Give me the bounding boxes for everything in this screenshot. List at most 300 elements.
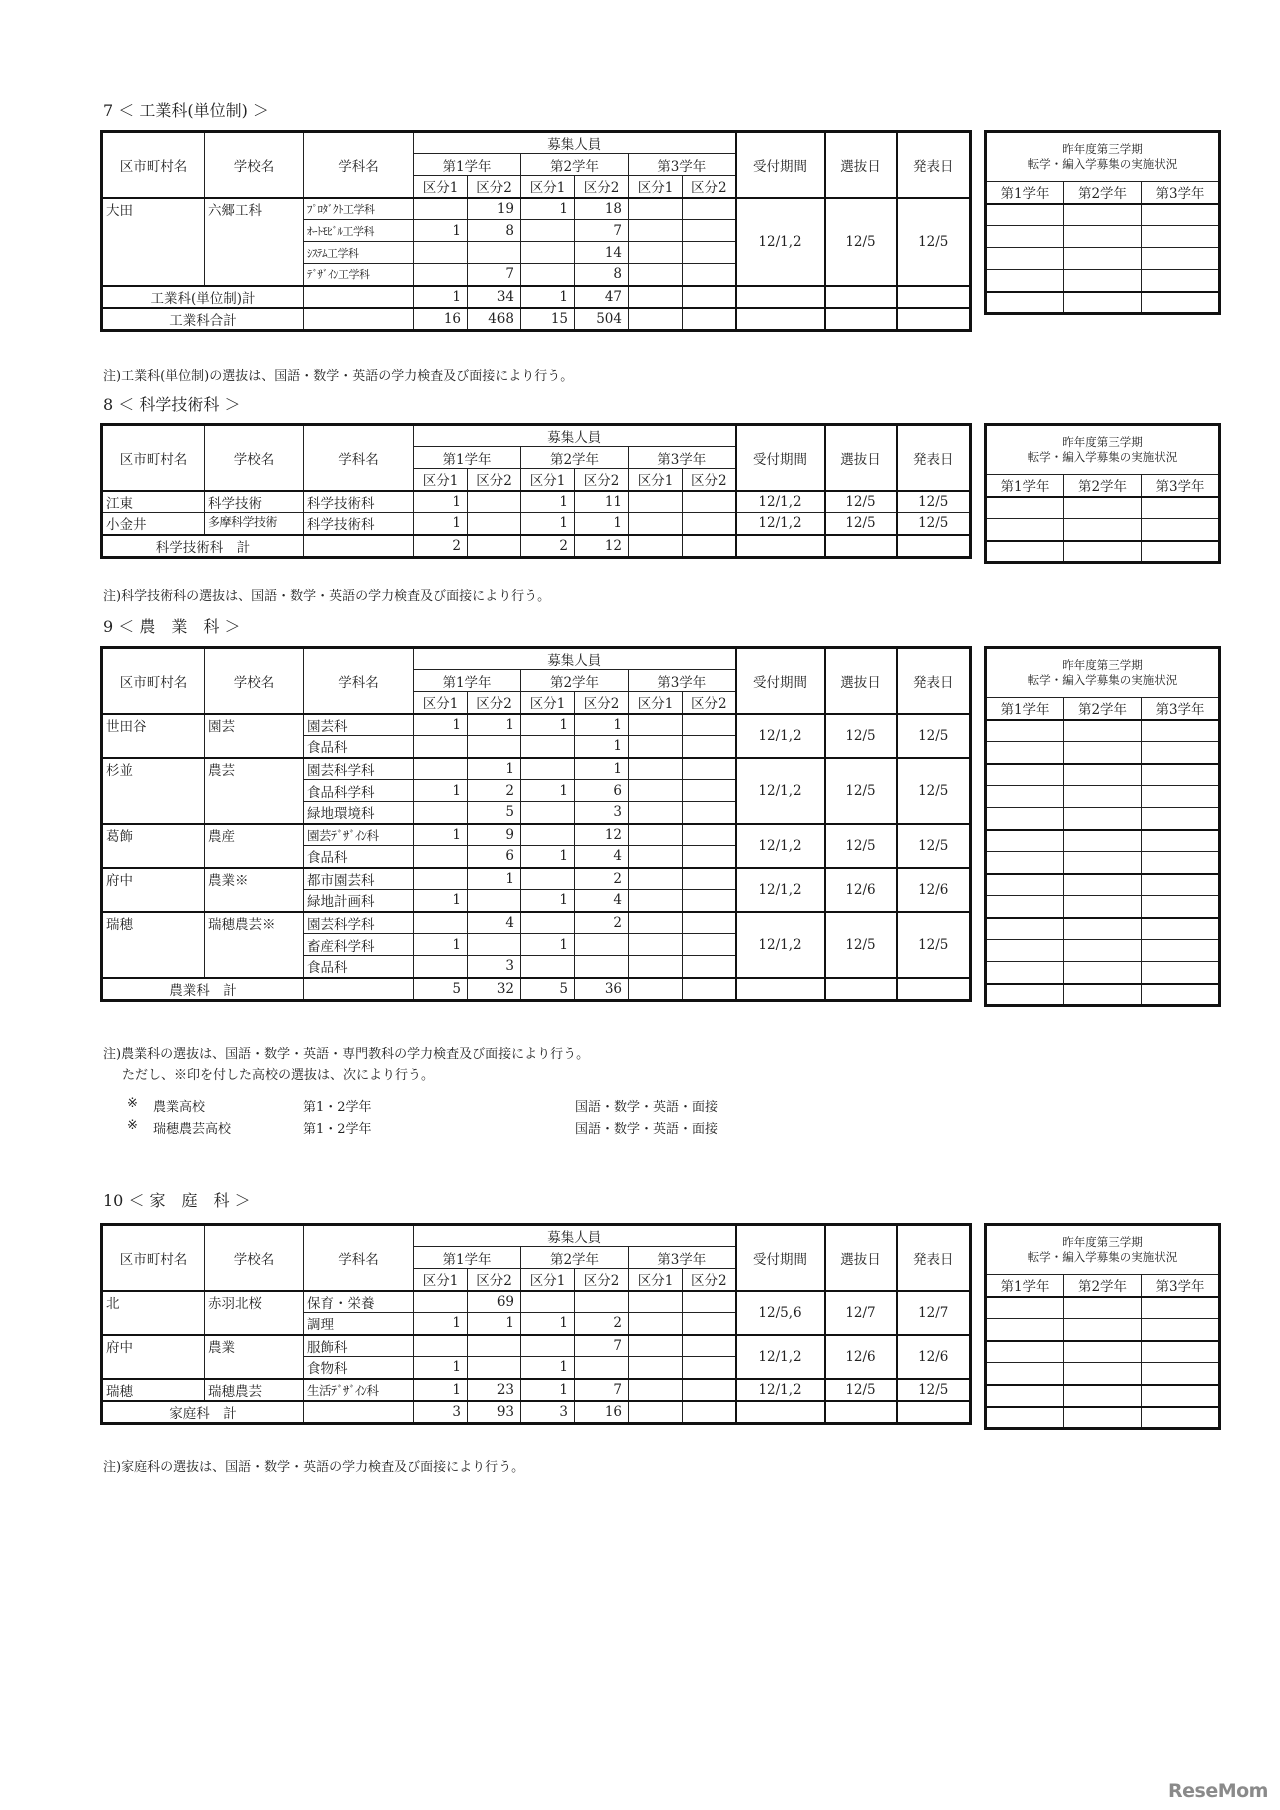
reception-cell: 12/1,2 <box>736 912 825 978</box>
school-cell: 農業※ <box>205 868 304 912</box>
side-cell <box>1064 292 1142 314</box>
side-header-grade2: 第2学年 <box>1064 475 1142 497</box>
header-reception: 受付期間 <box>736 132 825 198</box>
special-grades: 第1・2学年 <box>303 1100 372 1115</box>
reception-cell: 12/1,2 <box>736 758 825 824</box>
side-cell <box>1064 786 1142 808</box>
side-cell <box>1064 720 1142 742</box>
school-cell: 瑞穂農芸※ <box>205 912 304 978</box>
header-grade3: 第3学年 <box>629 447 736 469</box>
g2c2-cell <box>575 956 629 978</box>
g1c1-cell: 1 <box>414 220 468 242</box>
header-reception: 受付期間 <box>736 648 825 714</box>
total-g3c2 <box>683 978 736 1001</box>
selection-cell: 12/6 <box>825 868 897 912</box>
header-cat1: 区分1 <box>414 469 468 491</box>
dept-cell: 園芸ﾃﾞｻﾞｲﾝ科 <box>304 824 414 846</box>
g3c1-cell <box>629 220 683 242</box>
header-dept: 学科名 <box>304 648 414 714</box>
g3c2-cell <box>683 220 736 242</box>
header-school: 学校名 <box>205 1225 304 1291</box>
g1c2-cell: 4 <box>468 912 521 934</box>
total-empty <box>736 978 825 1001</box>
dept-cell: 食品科 <box>304 736 414 758</box>
header-cat2: 区分2 <box>575 692 629 714</box>
side-cell <box>1064 852 1142 874</box>
announce-cell: 12/7 <box>897 1291 971 1335</box>
g2c1-cell: 1 <box>521 714 575 736</box>
side-cell <box>986 541 1064 563</box>
g3c1-cell <box>629 824 683 846</box>
reception-cell: 12/1,2 <box>736 1335 825 1379</box>
g3c1-cell <box>629 513 683 535</box>
total-empty <box>304 978 414 1001</box>
header-cat1: 区分1 <box>521 469 575 491</box>
selection-cell: 12/5 <box>825 491 897 513</box>
header-school: 学校名 <box>205 132 304 198</box>
total-empty <box>897 308 971 331</box>
header-cat1: 区分1 <box>629 692 683 714</box>
side-cell <box>1142 1341 1220 1363</box>
header-cat2: 区分2 <box>683 176 736 198</box>
total-g1c2: 34 <box>468 286 521 308</box>
g2c2-cell: 7 <box>575 1379 629 1401</box>
announce-cell: 12/5 <box>897 758 971 824</box>
g1c2-cell: 19 <box>468 198 521 220</box>
header-ward: 区市町村名 <box>102 1225 205 1291</box>
header-grade3: 第3学年 <box>629 670 736 692</box>
dept-cell: 食物科 <box>304 1357 414 1379</box>
g2c2-cell: 1 <box>575 736 629 758</box>
selection-cell: 12/6 <box>825 1335 897 1379</box>
side-cell <box>986 248 1064 270</box>
g2c1-cell <box>521 868 575 890</box>
g3c2-cell <box>683 1335 736 1357</box>
side-cell <box>1142 1407 1220 1429</box>
last-year-status-table <box>984 423 1221 564</box>
side-cell <box>1142 519 1220 541</box>
g3c1-cell <box>629 890 683 912</box>
header-cat1: 区分1 <box>629 1269 683 1291</box>
side-title-line1: 昨年度第三学期 <box>1062 142 1143 156</box>
g2c1-cell <box>521 264 575 286</box>
g2c2-cell <box>575 934 629 956</box>
reception-cell: 12/5,6 <box>736 1291 825 1335</box>
header-grade2: 第2学年 <box>521 1247 629 1269</box>
side-cell <box>1142 742 1220 764</box>
total-g1c1: 16 <box>414 308 468 331</box>
g2c2-cell <box>575 1357 629 1379</box>
side-header-grade2: 第2学年 <box>1064 182 1142 204</box>
header-selection: 選抜日 <box>825 425 897 491</box>
g1c2-cell <box>468 1335 521 1357</box>
g1c1-cell <box>414 868 468 890</box>
side-cell <box>1142 984 1220 1006</box>
side-title-line2: 転学・編入学募集の実施状況 <box>1027 673 1178 687</box>
header-cat2: 区分2 <box>468 1269 521 1291</box>
side-cell <box>986 1407 1064 1429</box>
side-cell <box>1064 984 1142 1006</box>
g1c1-cell <box>414 802 468 824</box>
header-grade2: 第2学年 <box>521 154 629 176</box>
total-empty <box>736 535 825 558</box>
header-grade3: 第3学年 <box>629 1247 736 1269</box>
ward-cell: 江東 <box>102 491 205 513</box>
side-header-grade2: 第2学年 <box>1064 698 1142 720</box>
g2c2-cell: 7 <box>575 220 629 242</box>
g1c2-cell: 3 <box>468 956 521 978</box>
dept-cell: ｵｰﾄﾓﾋﾞﾙ工学科 <box>304 220 414 242</box>
reception-cell: 12/1,2 <box>736 824 825 868</box>
g3c2-cell <box>683 934 736 956</box>
total-g1c1: 1 <box>414 286 468 308</box>
header-grade1: 第1学年 <box>414 1247 521 1269</box>
total-empty <box>897 978 971 1001</box>
header-cat2: 区分2 <box>575 469 629 491</box>
special-grades: 第1・2学年 <box>303 1122 372 1137</box>
g3c1-cell <box>629 736 683 758</box>
section-title: 9 ＜ 農 業 科 ＞ <box>103 617 241 636</box>
dept-cell: 食品科学科 <box>304 780 414 802</box>
special-subjects: 国語・数学・英語・面接 <box>575 1122 719 1137</box>
header-cat2: 区分2 <box>683 469 736 491</box>
header-cat2: 区分2 <box>575 1269 629 1291</box>
g1c1-cell <box>414 846 468 868</box>
g1c1-cell: 1 <box>414 513 468 535</box>
g2c1-cell: 1 <box>521 1357 575 1379</box>
g1c1-cell: 1 <box>414 780 468 802</box>
dept-cell: 生活ﾃﾞｻﾞｲﾝ科 <box>304 1379 414 1401</box>
side-cell <box>1142 874 1220 896</box>
header-announce: 発表日 <box>897 1225 971 1291</box>
total-g3c2 <box>683 308 736 331</box>
total-empty <box>825 1401 897 1424</box>
header-dept: 学科名 <box>304 425 414 491</box>
g1c2-cell: 6 <box>468 846 521 868</box>
header-announce: 発表日 <box>897 648 971 714</box>
special-mark: ※ <box>127 1096 138 1111</box>
g2c1-cell <box>521 956 575 978</box>
school-cell: 園芸 <box>205 714 304 758</box>
total-empty <box>825 286 897 308</box>
special-school: 農業高校 <box>153 1100 206 1115</box>
g1c2-cell <box>468 491 521 513</box>
side-cell <box>1064 1319 1142 1341</box>
side-title-line1: 昨年度第三学期 <box>1062 658 1143 672</box>
section-note: 注)科学技術科の選抜は、国語・数学・英語の学力検査及び面接により行う。 <box>103 589 551 604</box>
g3c1-cell <box>629 1357 683 1379</box>
header-grade2: 第2学年 <box>521 447 629 469</box>
g3c1-cell <box>629 714 683 736</box>
total-empty <box>736 308 825 331</box>
school-cell: 瑞穂農芸 <box>205 1379 304 1401</box>
school-cell: 六郷工科 <box>205 198 304 286</box>
side-cell <box>1064 248 1142 270</box>
reception-cell: 12/1,2 <box>736 198 825 286</box>
side-cell <box>1142 1363 1220 1385</box>
announce-cell: 12/5 <box>897 912 971 978</box>
announce-cell: 12/6 <box>897 1335 971 1379</box>
total-empty <box>825 535 897 558</box>
header-announce: 発表日 <box>897 425 971 491</box>
total-empty <box>304 535 414 558</box>
school-cell: 赤羽北桜 <box>205 1291 304 1335</box>
side-cell <box>1142 541 1220 563</box>
g1c2-cell <box>468 242 521 264</box>
g3c2-cell <box>683 198 736 220</box>
side-cell <box>1142 808 1220 830</box>
g1c1-cell: 1 <box>414 714 468 736</box>
header-ward: 区市町村名 <box>102 648 205 714</box>
header-recruit: 募集人員 <box>414 648 736 670</box>
total-g2c2: 36 <box>575 978 629 1001</box>
side-title <box>986 1225 1220 1275</box>
section-note: 注)農業科の選抜は、国語・数学・英語・専門教科の学力検査及び面接により行う。 <box>103 1047 590 1062</box>
g1c2-cell: 69 <box>468 1291 521 1313</box>
side-title-line2: 転学・編入学募集の実施状況 <box>1027 157 1178 171</box>
g1c2-cell: 1 <box>468 714 521 736</box>
side-cell <box>1142 940 1220 962</box>
g3c1-cell <box>629 912 683 934</box>
g1c1-cell <box>414 1335 468 1357</box>
g3c2-cell <box>683 491 736 513</box>
special-school: 瑞穂農芸高校 <box>153 1122 232 1137</box>
header-cat1: 区分1 <box>629 469 683 491</box>
total-g3c1 <box>629 978 683 1001</box>
side-cell <box>986 1319 1064 1341</box>
header-ward: 区市町村名 <box>102 425 205 491</box>
side-cell <box>1142 1385 1220 1407</box>
grand-total-label: 工業科合計 <box>102 308 304 331</box>
g3c2-cell <box>683 780 736 802</box>
dept-cell: 緑地計画科 <box>304 890 414 912</box>
total-g3c1 <box>629 535 683 558</box>
dept-cell: 保育・栄養 <box>304 1291 414 1313</box>
total-g3c2 <box>683 1401 736 1424</box>
ward-cell: 葛飾 <box>102 824 205 868</box>
g2c1-cell: 1 <box>521 1313 575 1335</box>
side-cell <box>986 519 1064 541</box>
g2c2-cell: 2 <box>575 1313 629 1335</box>
g2c1-cell: 1 <box>521 890 575 912</box>
side-cell <box>986 1297 1064 1319</box>
g2c2-cell: 18 <box>575 198 629 220</box>
total-g1c2: 93 <box>468 1401 521 1424</box>
side-cell <box>1064 874 1142 896</box>
g2c2-cell: 14 <box>575 242 629 264</box>
side-cell <box>1064 1385 1142 1407</box>
announce-cell: 12/5 <box>897 714 971 758</box>
g1c1-cell: 1 <box>414 934 468 956</box>
g2c1-cell: 1 <box>521 846 575 868</box>
selection-cell: 12/5 <box>825 714 897 758</box>
g1c2-cell <box>468 1357 521 1379</box>
g1c1-cell <box>414 264 468 286</box>
section-title: 8 ＜ 科学技術科 ＞ <box>103 395 241 414</box>
side-cell <box>986 497 1064 519</box>
g3c1-cell <box>629 758 683 780</box>
header-cat1: 区分1 <box>414 1269 468 1291</box>
header-announce: 発表日 <box>897 132 971 198</box>
side-title-line2: 転学・編入学募集の実施状況 <box>1027 1250 1178 1264</box>
side-cell <box>1064 940 1142 962</box>
side-cell <box>1064 764 1142 786</box>
side-cell <box>1142 270 1220 292</box>
total-g2c1: 2 <box>521 535 575 558</box>
total-g1c1: 2 <box>414 535 468 558</box>
total-label: 工業科(単位制)計 <box>102 286 304 308</box>
dept-cell: 園芸科 <box>304 714 414 736</box>
side-cell <box>986 962 1064 984</box>
g2c1-cell <box>521 220 575 242</box>
dept-cell: 科学技術科 <box>304 491 414 513</box>
total-g3c2 <box>683 286 736 308</box>
header-cat1: 区分1 <box>414 176 468 198</box>
g1c2-cell: 1 <box>468 1313 521 1335</box>
g3c2-cell <box>683 802 736 824</box>
side-cell <box>1142 1297 1220 1319</box>
header-cat2: 区分2 <box>683 692 736 714</box>
side-cell <box>1064 1297 1142 1319</box>
ward-cell: 府中 <box>102 1335 205 1379</box>
side-header-grade1: 第1学年 <box>986 1275 1064 1297</box>
ward-cell: 小金井 <box>102 513 205 535</box>
g3c1-cell <box>629 1379 683 1401</box>
g3c1-cell <box>629 802 683 824</box>
total-empty <box>304 286 414 308</box>
dept-cell: ｼｽﾃﾑ工学科 <box>304 242 414 264</box>
dept-cell: 食品科 <box>304 846 414 868</box>
g2c1-cell <box>521 242 575 264</box>
side-cell <box>986 764 1064 786</box>
announce-cell: 12/5 <box>897 513 971 535</box>
g3c2-cell <box>683 846 736 868</box>
total-g2c2: 504 <box>575 308 629 331</box>
header-recruit: 募集人員 <box>414 1225 736 1247</box>
g2c2-cell: 11 <box>575 491 629 513</box>
side-cell <box>1064 541 1142 563</box>
header-cat1: 区分1 <box>521 1269 575 1291</box>
side-cell <box>1142 497 1220 519</box>
side-cell <box>1064 808 1142 830</box>
side-cell <box>986 742 1064 764</box>
g1c2-cell: 2 <box>468 780 521 802</box>
side-title <box>986 132 1220 182</box>
side-cell <box>1142 226 1220 248</box>
selection-cell: 12/5 <box>825 1379 897 1401</box>
last-year-status-table <box>984 1223 1221 1430</box>
header-selection: 選抜日 <box>825 1225 897 1291</box>
g2c1-cell: 1 <box>521 491 575 513</box>
g1c2-cell <box>468 890 521 912</box>
header-ward: 区市町村名 <box>102 132 205 198</box>
side-header-grade3: 第3学年 <box>1142 182 1220 204</box>
g2c2-cell: 4 <box>575 890 629 912</box>
ward-cell: 世田谷 <box>102 714 205 758</box>
ward-cell: 瑞穂 <box>102 1379 205 1401</box>
g1c2-cell <box>468 513 521 535</box>
g3c1-cell <box>629 1313 683 1335</box>
school-cell: 科学技術 <box>205 491 304 513</box>
header-cat2: 区分2 <box>468 176 521 198</box>
g3c2-cell <box>683 758 736 780</box>
g2c1-cell <box>521 736 575 758</box>
g3c2-cell <box>683 824 736 846</box>
side-header-grade1: 第1学年 <box>986 182 1064 204</box>
g2c1-cell: 1 <box>521 513 575 535</box>
g3c1-cell <box>629 242 683 264</box>
total-g1c1: 5 <box>414 978 468 1001</box>
selection-cell: 12/5 <box>825 198 897 286</box>
side-header-grade3: 第3学年 <box>1142 1275 1220 1297</box>
reception-cell: 12/1,2 <box>736 513 825 535</box>
total-label: 家庭科 計 <box>102 1401 304 1424</box>
g1c1-cell: 1 <box>414 1379 468 1401</box>
side-cell <box>986 830 1064 852</box>
side-cell <box>1064 270 1142 292</box>
g1c1-cell: 1 <box>414 824 468 846</box>
header-recruit: 募集人員 <box>414 425 736 447</box>
dept-cell: 科学技術科 <box>304 513 414 535</box>
resemom-logo: ReseMom <box>1168 1780 1268 1802</box>
ward-cell: 府中 <box>102 868 205 912</box>
side-cell <box>1142 720 1220 742</box>
announce-cell: 12/5 <box>897 1379 971 1401</box>
g1c1-cell <box>414 758 468 780</box>
side-cell <box>1142 248 1220 270</box>
side-cell <box>986 1341 1064 1363</box>
side-title <box>986 648 1220 698</box>
g1c2-cell: 7 <box>468 264 521 286</box>
header-cat2: 区分2 <box>683 1269 736 1291</box>
dept-cell: 調理 <box>304 1313 414 1335</box>
g3c1-cell <box>629 780 683 802</box>
g1c2-cell: 5 <box>468 802 521 824</box>
school-cell: 農産 <box>205 824 304 868</box>
total-g3c2 <box>683 535 736 558</box>
header-selection: 選抜日 <box>825 648 897 714</box>
side-cell <box>986 786 1064 808</box>
g2c1-cell <box>521 824 575 846</box>
header-selection: 選抜日 <box>825 132 897 198</box>
side-cell <box>1064 204 1142 226</box>
g3c1-cell <box>629 868 683 890</box>
total-g2c1: 1 <box>521 286 575 308</box>
reception-cell: 12/1,2 <box>736 868 825 912</box>
dept-cell: ﾌﾟﾛﾀﾞｸﾄ工学科 <box>304 198 414 220</box>
g1c2-cell: 9 <box>468 824 521 846</box>
g2c2-cell: 6 <box>575 780 629 802</box>
g3c2-cell <box>683 1379 736 1401</box>
total-g2c2: 12 <box>575 535 629 558</box>
g3c1-cell <box>629 1291 683 1313</box>
g3c1-cell <box>629 491 683 513</box>
total-empty <box>825 978 897 1001</box>
total-empty <box>897 286 971 308</box>
reception-cell: 12/1,2 <box>736 491 825 513</box>
selection-cell: 12/5 <box>825 912 897 978</box>
g1c2-cell: 1 <box>468 868 521 890</box>
g2c2-cell: 2 <box>575 868 629 890</box>
school-cell: 農芸 <box>205 758 304 824</box>
school-cell: 農業 <box>205 1335 304 1379</box>
header-cat1: 区分1 <box>521 176 575 198</box>
dept-cell: 食品科 <box>304 956 414 978</box>
last-year-status-table <box>984 130 1221 315</box>
header-cat1: 区分1 <box>629 176 683 198</box>
total-g2c2: 47 <box>575 286 629 308</box>
g1c1-cell <box>414 242 468 264</box>
